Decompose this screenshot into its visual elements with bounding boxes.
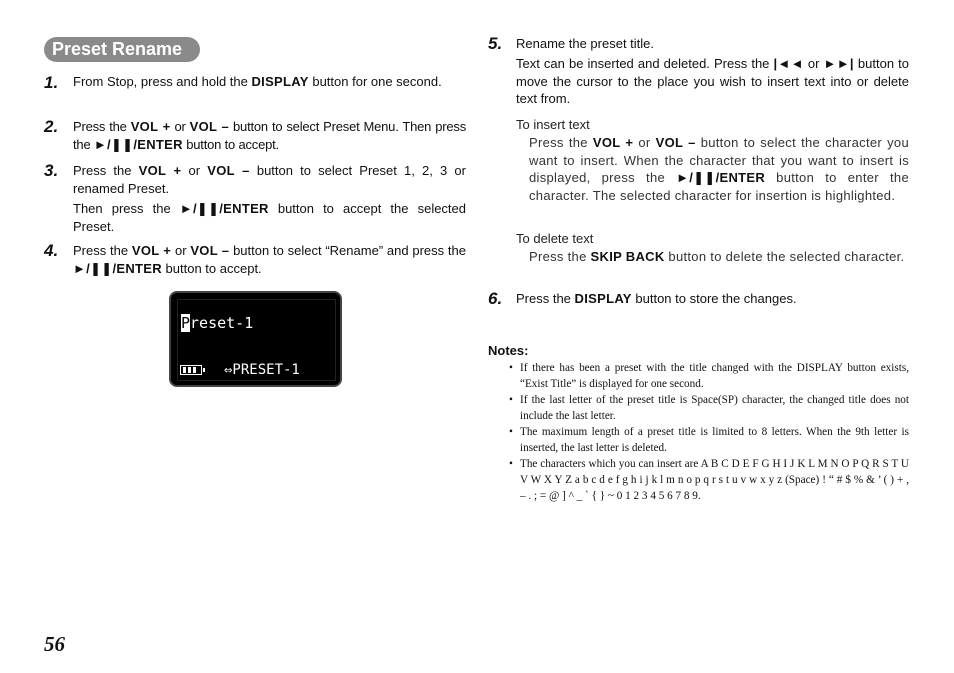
- step-number: 6.: [488, 289, 503, 308]
- skip-back-glyph: |◄◄: [773, 56, 804, 71]
- step-number: 1.: [44, 73, 59, 92]
- note-item: • If there has been a preset with the title changed with the DISPLAY button exists, “Exist Title” is displayed for one second.: [509, 360, 909, 392]
- step-2-text: Press the VOL + or VOL – button to select Preset Menu. Then press the ►/❚❚/ENTER button to accept.: [73, 119, 466, 152]
- step-number: 4.: [44, 241, 59, 260]
- page-number: 56: [44, 632, 65, 656]
- lcd-display: [169, 291, 342, 387]
- step-3-followup: Then press the ►/❚❚/ENTER button to accept the selected Preset.: [73, 201, 467, 234]
- step-number: 5.: [488, 34, 503, 53]
- delete-text-body: Press the SKIP BACK button to delete the selected character.: [529, 249, 905, 264]
- delete-text-label: To delete text: [516, 231, 594, 246]
- lcd-screen: [177, 299, 336, 381]
- note-item: • The maximum length of a preset title is limited to 8 letters. When the 9th letter is inserted, the last letter is deleted.: [509, 424, 909, 456]
- notes-title: Notes:: [488, 343, 529, 358]
- insert-text-body: Press the VOL + or VOL – button to select the character you want to insert. When the character that you want to insert is displayed, press the ►/❚❚/ENTER button to enter the character. The selected character for insertion is highlighted.: [529, 135, 909, 203]
- lcd-title-text: reset-1: [190, 314, 254, 332]
- lcd-cursor: P: [181, 314, 191, 332]
- battery-icon: [180, 365, 202, 375]
- step-4-text: Press the VOL + or VOL – button to select “Rename” and press the ►/❚❚/ENTER button to accept.: [73, 243, 466, 276]
- notes-list: [509, 360, 909, 504]
- step-3-text: Press the VOL + or VOL – button to select Preset 1, 2, 3 or renamed Preset.: [73, 163, 466, 196]
- step-5-title: Rename the preset title.: [516, 36, 655, 51]
- lcd-preset-line: ⇔PRESET-1: [224, 362, 300, 378]
- section-heading: Preset Rename: [44, 37, 200, 62]
- step-5-body: Text can be inserted and deleted. Press the |◄◄ or ►►| button to move the cursor to the place you wish to insert text into or delete text from.: [516, 56, 909, 106]
- note-item: • The characters which you can insert are A B C D E F G H I J K L M N O P Q R S T U V W X Y Z a b c d e f g h i j k l m n o p q r s t u v w x y z (Space) ! “ # $ % & ’ ( ) + , – . ; = @ ] ^ _ ` { } ~ 0 1 2 3 4 5 6 7 8 9.: [509, 456, 909, 504]
- lcd-title-line: [181, 314, 253, 332]
- step-number: 3.: [44, 161, 59, 180]
- step-6-text: Press the DISPLAY button to store the changes.: [516, 291, 797, 306]
- skip-forward-glyph: ►►|: [823, 56, 854, 71]
- step-1-text: From Stop, press and hold the DISPLAY button for one second.: [73, 74, 442, 89]
- step-number: 2.: [44, 117, 59, 136]
- note-item: • If the last letter of the preset title is Space(SP) character, the changed title does not include the last letter.: [509, 392, 909, 424]
- insert-text-label: To insert text: [516, 117, 590, 132]
